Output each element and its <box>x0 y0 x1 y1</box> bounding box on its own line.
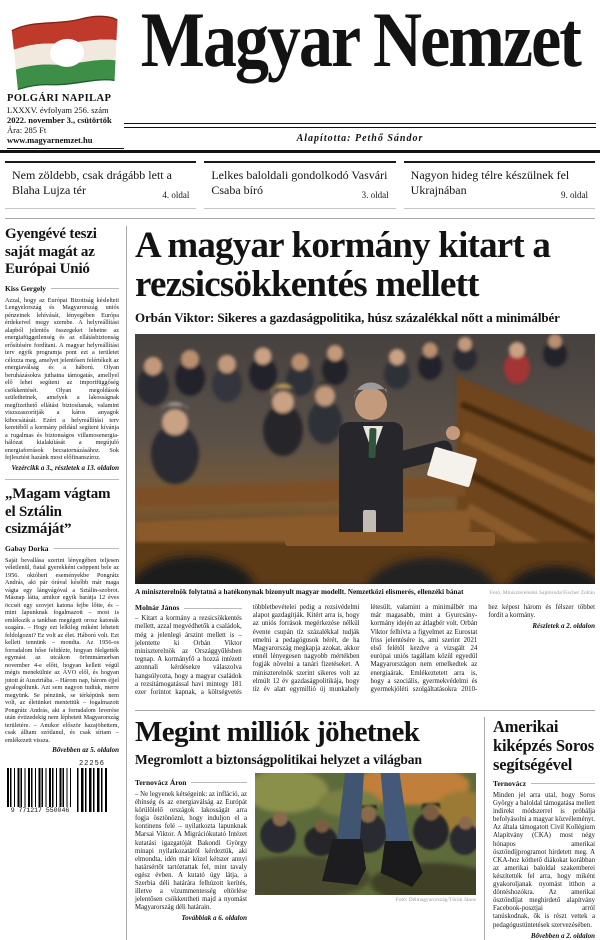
article-divider <box>5 479 119 480</box>
migration-article <box>135 717 485 940</box>
article-eu <box>5 226 119 472</box>
migration-headline: Megint milliók jöhetnek <box>135 716 420 748</box>
founder-line: Alapította: Pethő Sándor <box>296 133 424 144</box>
teaser-vasvari-csaba <box>204 161 395 209</box>
content-area <box>5 226 595 940</box>
double-rule <box>124 123 596 128</box>
lead-page-ref: Részletek a 2. oldalon <box>532 622 595 631</box>
article-body: Saját bevallása szerint lényegében teljesen véletlenül, fiatal gyerekként csöppent bele az 1956. októberi eseményekbe Pongrátz András, aki pár órával később már maga vágta egy lángvágóval a Sztálin-szobrot. Másnap látta, amikor egyik barátja 12 éves öccsét egy szovjet katona fejbe lőtte, és – mint lapunknak fogalmazott – most is emlékszik a tankban megégett orosz katonák szagára. – Hogy ezt lelkileg miként lehetett feldolgozni? Ez volt az élet. Háború volt. Ezt kellett tennünk – mondta. Az 1956-os forradalom hőse felidézte, hogyan ölelgették egymást az utcákon örömmámorban november 4-e előtt, hogyan kellett végül mégis menekülnie az ÁVO elől, és hogyan jutott át Ausztriába. – Három nap, három éjjel gyalogoltunk. Azt sem nagyon tudtuk, merre megyünk. Se pénzünk, se térképünk nem volt, az életünket mentettük – fogalmazott Pongrátz András, aki a forradalom leverése után évtizedekig nem léphetett Magyarország területére. – Amikor először hazajöhettem, csak álltam szótlanul, és csak sírtam – emlékezett vissza. <box>5 556 119 744</box>
main-column <box>127 226 595 940</box>
left-column <box>5 226 127 940</box>
article-title: Gyengévé teszi saját magát az Európai Unió <box>5 226 97 277</box>
parliament-photo-illustration <box>135 334 595 584</box>
masthead <box>0 0 600 153</box>
lead-headline: A magyar kormány kitart a rezsicsökkentés mellett <box>135 225 551 305</box>
horizontal-rule <box>5 218 595 219</box>
migration-author: Ternovácz Áron <box>135 778 247 787</box>
migration-photo <box>255 773 476 923</box>
article-author: Gabay Dorka <box>5 544 119 553</box>
soros-author: Ternovácz <box>493 779 595 788</box>
article-page-ref: Vezércikk a 3., részletek a 13. oldalon <box>11 463 119 472</box>
teaser-row <box>5 161 595 209</box>
article-author: Kiss Gergely <box>5 284 119 293</box>
teaser-blaha-lujza <box>5 161 196 209</box>
barcode-top-number: 22256 <box>75 760 109 768</box>
publication-type: POLGÁRI NAPILAP <box>7 93 112 104</box>
date-line: 2022. november 3., csütörtök <box>7 115 112 126</box>
hungarian-flag-1956-logo <box>6 12 124 92</box>
lead-photo-caption: A miniszterelnök folytatná a hatékonynak bizonyult magyar modellt. Nemzetközi elismerés, ellenzéki bánat <box>135 588 464 596</box>
lead-author: Molnár János <box>135 604 242 612</box>
teaser-ukrajna <box>404 161 595 209</box>
masthead-thick-rule <box>0 150 600 154</box>
migration-page-ref: Továbbiak a 6. oldalon <box>181 914 247 923</box>
lead-photo-credit: Fotó: Miniszterelnöki Sajtóiroda/Fischer Zoltán <box>489 590 595 596</box>
teaser-page-ref: 3. oldal <box>358 190 389 201</box>
lead-photo-parliament <box>135 334 595 584</box>
article-page-ref: Bővebben az 5. oldalon <box>52 746 119 754</box>
barcode-number: 9 771217 550046 <box>5 807 75 814</box>
migration-subheadline: Megromlott a biztonságpolitikai helyzet a világban <box>135 752 422 767</box>
soros-page-ref: Bővebben a 2. oldalon <box>530 931 595 940</box>
soros-body: Minden jel arra utal, hogy Soros György a baloldal támogatása mellett indirekt módszerrel is próbálja befolyásolni a magyar közvéleményt. Az általa támogatott Civil Kollégium Alapítvány (CKA) most négy hónapos amerikai ösztöndíjprogramot hirdetett meg. A CKA-hoz köthető diákokat korábban az amerikai baloldal szakemberei készítették fel arra, hogy miként gyakoroljanak nyomást itthon a döntéshozókra. Az amerikai ösztöndíjat meghirdető alapítvány Facebook-posztjai arról tanúskodnak, ők is részt vettek a pedagógustüntetések szervezésében. <box>493 792 595 929</box>
horizontal-rule <box>135 710 595 711</box>
migration-photo-credit: Fotó: Délmagyarország/Török János <box>395 897 476 903</box>
migrants-photo-illustration <box>255 773 476 895</box>
barcode-bars <box>7 768 71 808</box>
soros-headline: Amerikai kiképzés Soros segítségével <box>493 717 594 774</box>
newspaper-title: Magyar Nemzet <box>140 0 580 84</box>
soros-article <box>485 717 595 940</box>
teaser-text: Nagyon hideg télre készülnek fel Ukrajnában <box>410 168 570 197</box>
article-body: Azzal, hogy az Európai Bizottság késlelteti Lengyelország és Magyarország uniós pénzeinek lehívását, lényegében Európa érdekeivel megy szembe. A helyreállítási alapból jelentős összegeket lehetne az energiafüggetlenség és az ellátásbiztonság erősítésére fordítani. A magyar helyreállítási terv egyik programja pont ezt a területet célozza meg, amelyet jelentősen felértékelt az energiaválság és a háború. Olyan beruházásokra juthatna támogatás, amellyel elő lehet segíteni az importfüggőség csökkentését. Olyan megoldások születhetnek, amelyek a lakosságnak megfizethető ellátást biztosítanak, valamint viszszaszorítják a káros anyagok kibocsátását. Ezért a helyreállítási terv keretéből a kormány például segíteni kívánja a rugalmas és biztonságos villamosenergia-hálózat kialakítását a megújuló energiaforrások becsatornázásához. Sok fejlesztést hazánk most előfinanszíroz. <box>5 296 119 461</box>
lead-body: – Kitart a kormány a rezsicsökkentés mellett, azzal megvédhetők a családok, még a jelenlegi árszint mellett is – jelentette ki Orbán Viktor miniszterelnök az Országgyűlésben tegnap. A kormányfő a hozzá intézett azonnali kérdésekre válaszolva hangsúlyozta, hogy a magyar családok a rezsitámogatással havi mintegy 181 ezer forintot kapnak, a költségvetés többletbevételei pedig a rezsivédelmi alapot gazdagítják. Kitért arra is, hogy az uniós források megérkezése nélkül évente csupán tíz százalékkal tudják emelni a pedagógusok bérét, de ha Magyarország megkapja azokat, akkor ennél lényegesen nagyobb mértékben fogják növelni a tanári fizetéseket. A miniszterelnök szerint sikeres volt az elmúlt 12 év gazdaságpolitikája, hogy tíz év alatt egymillió új munkahely létesült, valamint a minimálbér ma már magasabb, mint a Gyurcsány-kormány idején az átlagbér volt. Orbán Viktor felhívta a figyelmet az Eurostat friss jelentésére is, ami szerint 2021 első felétől kezdve a vizsgált 24 európai uniós tagállam közül egyedül Magyarországon nem emelkedtek az energiaárak. Emlékeztetett arra is, hogy a szociális, gyermekvédelmi és gyermekjóléti szolgáltatásokra 2010-hez képest három és félszer többet fordít a kormány. <box>135 604 595 697</box>
issn-barcode <box>5 759 111 814</box>
teaser-page-ref: 4. oldal <box>158 190 189 201</box>
migration-body: – Ne legyenek kétségeink: az infláció, az éhínség és az energiaválság az Európát körülölelő országok lakosságát arra fogja ösztönözni, hogy induljon el a kontinens felé – nyilatkozta lapunknak Marsai Viktor. A Migrációkutató Intézet kutatási igazgatóját Bakondi György minapi nyilatkozatáról kérdeztük, aki elmondta, idén már közel kétszer annyi határsértőt tartóztattak fel, mint tavaly egész évben. A kutató úgy látja, a Szerbia déli határára felhúzott kerítés, illetve a vízummentesség eltörlése jelentősen csökkentheti majd a nyomást Magyarország déli határain. <box>135 791 247 912</box>
lead-subheadline: Orbán Viktor: Sikeres a gazdaságpolitika, húsz százalékkal nőtt a minimálbér <box>135 310 560 325</box>
article-title: „Magam vágtam el Sztálin csizmáját” <box>5 486 111 537</box>
masthead-info-block <box>7 93 124 153</box>
website-line: www.magyarnemzet.hu <box>7 135 93 146</box>
barcode-bars <box>77 768 107 812</box>
teaser-text: Nem zöldebb, csak drágább lett a Blaha Lujza tér <box>12 168 172 197</box>
article-sztalin <box>5 486 119 755</box>
issue-line: LXXXV. évfolyam 256. szám <box>7 105 109 116</box>
bottom-section <box>135 717 595 940</box>
lead-article-columns <box>135 604 595 702</box>
teaser-page-ref: 9. oldal <box>557 190 588 201</box>
teaser-text: Lelkes baloldali gondolkodó Vasvári Csaba bíró <box>211 168 388 197</box>
price-line: Ára: 285 Ft <box>7 125 47 136</box>
